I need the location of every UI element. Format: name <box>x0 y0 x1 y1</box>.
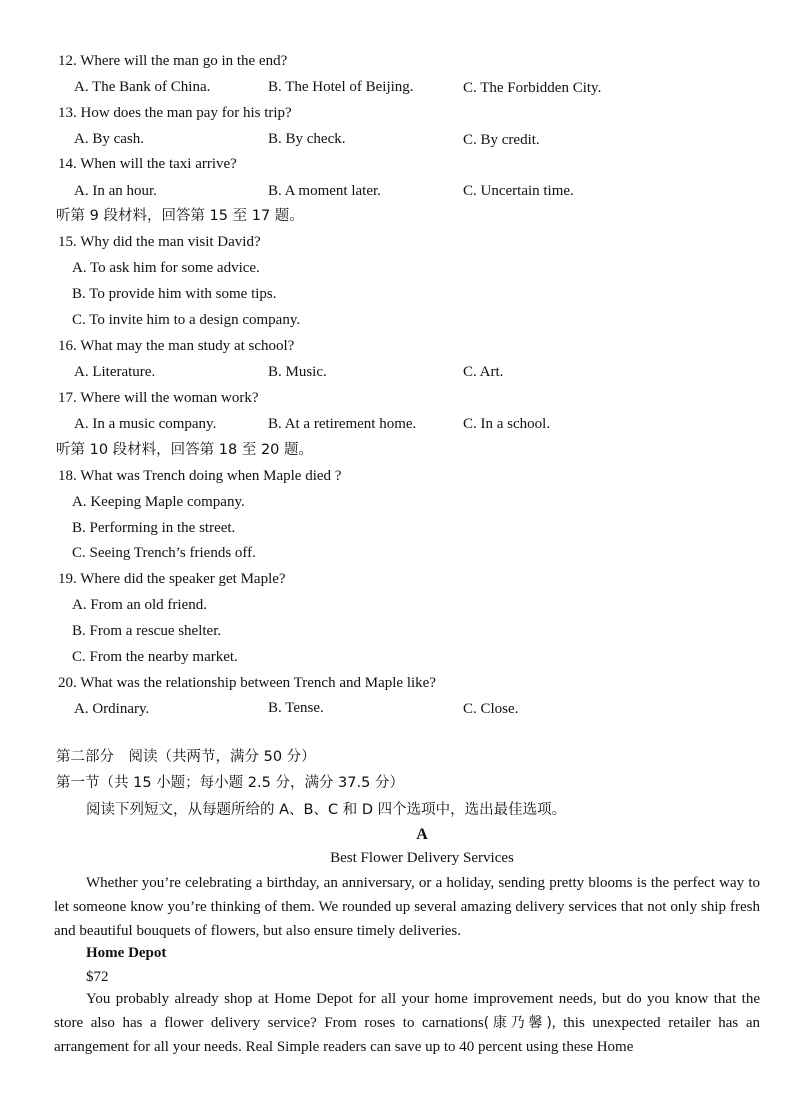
option-b: B. A moment later. <box>268 183 381 199</box>
question-19 <box>58 569 286 589</box>
material-heading: 听第 9 段材料，回答第 15 至 17 题。 <box>56 208 304 224</box>
question-text: What was Trench doing when Maple died ? <box>80 468 342 484</box>
option-a: A. By cash. <box>74 131 144 147</box>
option-a: A. From an old friend. <box>72 597 207 613</box>
question-number: 17. <box>58 390 77 406</box>
option-c: C. Seeing Trench’s friends off. <box>72 545 256 561</box>
question-number: 20. <box>58 675 77 691</box>
question-number: 19. <box>58 571 77 587</box>
question-20 <box>58 673 436 693</box>
option-b: B. The Hotel of Beijing. <box>268 79 414 95</box>
option-a: A. In a music company. <box>74 416 217 432</box>
question-12 <box>58 51 287 71</box>
question-text: When will the taxi arrive? <box>80 156 237 172</box>
option-a: A. To ask him for some advice. <box>72 260 260 276</box>
store-name: Home Depot <box>86 945 167 961</box>
question-16 <box>58 336 294 356</box>
part-two-heading: 第二部分 阅读（共两节，满分 50 分） <box>56 749 316 765</box>
passage-title: Best Flower Delivery Services <box>330 850 514 866</box>
question-13 <box>58 103 292 123</box>
question-number: 14. <box>58 156 77 172</box>
reading-instructions: 阅读下列短文，从每题所给的 A、B、C 和 D 四个选项中，选出最佳选项。 <box>86 802 567 818</box>
option-c: C. Uncertain time. <box>463 183 574 199</box>
option-a: A. Ordinary. <box>74 701 150 717</box>
option-b: B. By check. <box>268 131 346 147</box>
passage-letter: A <box>416 826 428 843</box>
question-number: 18. <box>58 468 77 484</box>
question-text: Where will the man go in the end? <box>80 53 288 69</box>
question-number: 13. <box>58 105 77 121</box>
section-one-heading: 第一节（共 15 小题；每小题 2.5 分，满分 37.5 分） <box>56 775 404 791</box>
question-text: What was the relationship between Trench and Maple like? <box>80 675 436 691</box>
option-a: A. In an hour. <box>74 183 157 199</box>
option-a: A. Literature. <box>74 364 156 380</box>
option-b: B. At a retirement home. <box>268 416 417 432</box>
body-text: , this unexpected retailer has an arrangement for all your needs. Real Simple readers can save up to 40 percent using these Home <box>54 1015 760 1055</box>
question-text: Why did the man visit David? <box>80 234 261 250</box>
question-17 <box>58 388 259 408</box>
option-c: C. The Forbidden City. <box>463 80 602 96</box>
passage-intro <box>54 871 760 943</box>
body-text: You probably already shop at Home Depot for all your home improvement needs, but do you know that the store also has a flower delivery service? From roses to carnations <box>54 991 760 1031</box>
option-c: C. From the nearby market. <box>72 649 238 665</box>
option-c: C. Art. <box>463 364 504 380</box>
body-annotation: (康乃馨) <box>483 1015 552 1031</box>
question-14 <box>58 154 237 174</box>
option-b: B. Tense. <box>268 700 324 716</box>
question-15 <box>58 232 261 252</box>
question-number: 12. <box>58 53 77 69</box>
option-a: A. The Bank of China. <box>74 79 211 95</box>
material-heading: 听第 10 段材料，回答第 18 至 20 题。 <box>56 442 314 458</box>
option-b: B. Music. <box>268 364 327 380</box>
option-b: B. Performing in the street. <box>72 520 236 536</box>
question-text: Where will the woman work? <box>80 390 259 406</box>
option-c: C. Close. <box>463 701 519 717</box>
passage-body <box>54 987 760 1059</box>
intro-text: Whether you’re celebrating a birthday, an anniversary, or a holiday, sending pretty blooms is the perfect way to let someone know you’re thinking of them. We rounded up several amazing delivery services that not only ship fresh and beautiful bouquets of flowers, but also ensure timely deliveries. <box>54 875 760 939</box>
question-number: 15. <box>58 234 77 250</box>
option-b: B. From a rescue shelter. <box>72 623 222 639</box>
store-price: $72 <box>86 969 109 985</box>
option-c: C. To invite him to a design company. <box>72 312 301 328</box>
question-text: Where did the speaker get Maple? <box>80 571 286 587</box>
question-18 <box>58 466 341 486</box>
option-c: C. In a school. <box>463 416 551 432</box>
question-number: 16. <box>58 338 77 354</box>
option-c: C. By credit. <box>463 132 540 148</box>
question-text: How does the man pay for his trip? <box>80 105 292 121</box>
option-a: A. Keeping Maple company. <box>72 494 245 510</box>
option-b: B. To provide him with some tips. <box>72 286 277 302</box>
question-text: What may the man study at school? <box>80 338 295 354</box>
